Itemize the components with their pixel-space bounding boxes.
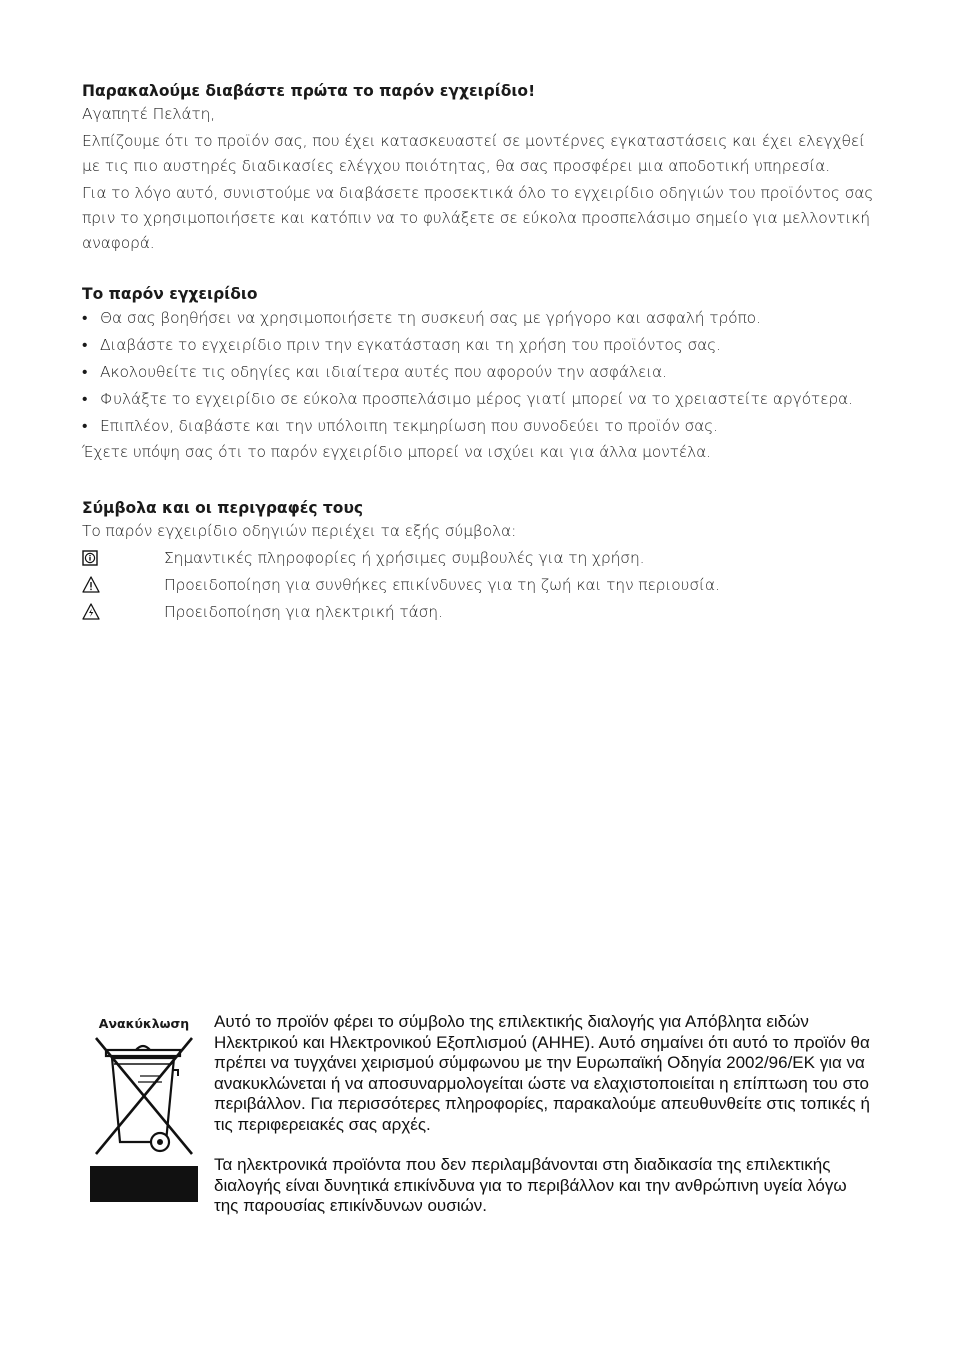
list-item: • Θα σας βοηθήσει να χρησιμοποιήσετε τη συσκευή σας με γρήγορο και ασφαλή τρόπο. [82, 305, 882, 332]
greeting: Αγαπητέ Πελάτη, [82, 105, 216, 123]
symbols-intro: Το παρόν εγχειρίδιο οδηγιών περιέχει τα εξής σύμβολα: [82, 522, 517, 540]
manual-section [82, 283, 882, 465]
manual-bullet-list [82, 305, 882, 440]
symbol-row-warning [82, 571, 882, 598]
bullet-mark: • [82, 309, 88, 327]
symbol-row-electric [82, 598, 882, 625]
warning-icon [82, 576, 164, 594]
manual-heading: Το παρόν εγχειρίδιο [82, 285, 258, 303]
symbol-description: Προειδοποίηση για ηλεκτρική τάση. [164, 602, 443, 621]
manual-note: Έχετε υπόψη σας ότι το παρόν εγχειρίδιο μπορεί να ισχύει και για άλλα μοντέλα. [82, 443, 711, 461]
recycling-paragraph-1: Αυτό το προϊόν φέρει το σύμβολο της επιλεκτικής διαλογής για Απόβλητα ειδών Ηλεκτρικού και Ηλεκτρονικού Εξοπλισμού (ΑΗΗΕ). Αυτό σημαίνει ότι αυτό το προϊόν θα πρέπει να τυγχάνει χειρισμού σύμφωνου με την Ευρωπαϊκή Οδηγία 2002/96/ΕΚ για να ανακυκλώνεται ή να αποσυναρμολογείται ώστε να ελαχιστοποιείται η επίπτωση του στο περιβάλλον. Για περισσότερες πληροφορίες, παρακαλούμε απευθυνθείτε στις τοπικές ή τις περιφερειακές σας αρχές. [214, 1012, 870, 1134]
list-item: • Διαβάστε το εγχειρίδιο πριν την εγκατάσταση και τη χρήση του προϊόντος σας. [82, 332, 882, 359]
recycling-badge [90, 1014, 198, 1202]
electric-warning-icon [82, 603, 164, 621]
bullet-mark: • [82, 336, 88, 354]
black-bar [90, 1166, 198, 1202]
symbol-row-info [82, 544, 882, 571]
crossed-bin-icon [92, 1036, 196, 1156]
recycling-text [214, 1012, 874, 1217]
intro-paragraph-1: Ελπίζουμε ότι το προϊόν σας, που έχει κατασκευαστεί σε μοντέρνες εγκαταστάσεις και έχει ελεγχθεί με τις πιο αυστηρές διαδικασίες ελέγχου ποιότητας, θα σας προσφέρει μια αποδοτική υπηρεσία. [82, 132, 865, 175]
bullet-mark: • [82, 417, 88, 435]
symbol-description: Προειδοποίηση για συνθήκες επικίνδυνες για τη ζωή και την περιουσία. [164, 575, 720, 594]
recycling-paragraph-2: Τα ηλεκτρονικά προϊόντα που δεν περιλαμβάνονται στη διαδικασία της επιλεκτικής διαλογής είναι δυνητικά επικίνδυνα για το περιβάλλον και την ανθρώπινη υγεία λόγω της παρουσίας επικίνδυνων ουσιών. [214, 1155, 847, 1215]
list-item: • Επιπλέον, διαβάστε και την υπόλοιπη τεκμηρίωση που συνοδεύει το προϊόν σας. [82, 413, 882, 440]
intro-section [82, 80, 882, 256]
bullet-mark: • [82, 390, 88, 408]
intro-heading: Παρακαλούμε διαβάστε πρώτα το παρόν εγχειρίδιο! [82, 82, 536, 100]
bullet-mark: • [82, 363, 88, 381]
list-item: • Ακολουθείτε τις οδηγίες και ιδιαίτερα αυτές που αφορούν την ασφάλεια. [82, 359, 882, 386]
list-item: • Φυλάξτε το εγχειρίδιο σε εύκολα προσπελάσιμο μέρος γιατί μπορεί να το χρειαστείτε αργότερα. [82, 386, 882, 413]
symbols-section [82, 497, 882, 625]
info-icon [82, 549, 164, 567]
symbol-description: Σημαντικές πληροφορίες ή χρήσιμες συμβουλές για τη χρήση. [164, 548, 645, 567]
symbols-heading: Σύμβολα και οι περιγραφές τους [82, 499, 364, 517]
intro-paragraph-2: Για το λόγο αυτό, συνιστούμε να διαβάσετε προσεκτικά όλο το εγχειρίδιο οδηγιών του προϊόντος σας πριν το χρησιμοποιήσετε και κατόπιν να το φυλάξετε σε εύκολα προσπελάσιμο σημείο για μελλοντική αναφορά. [82, 184, 874, 252]
recycling-label: Ανακύκλωση [98, 1016, 190, 1031]
